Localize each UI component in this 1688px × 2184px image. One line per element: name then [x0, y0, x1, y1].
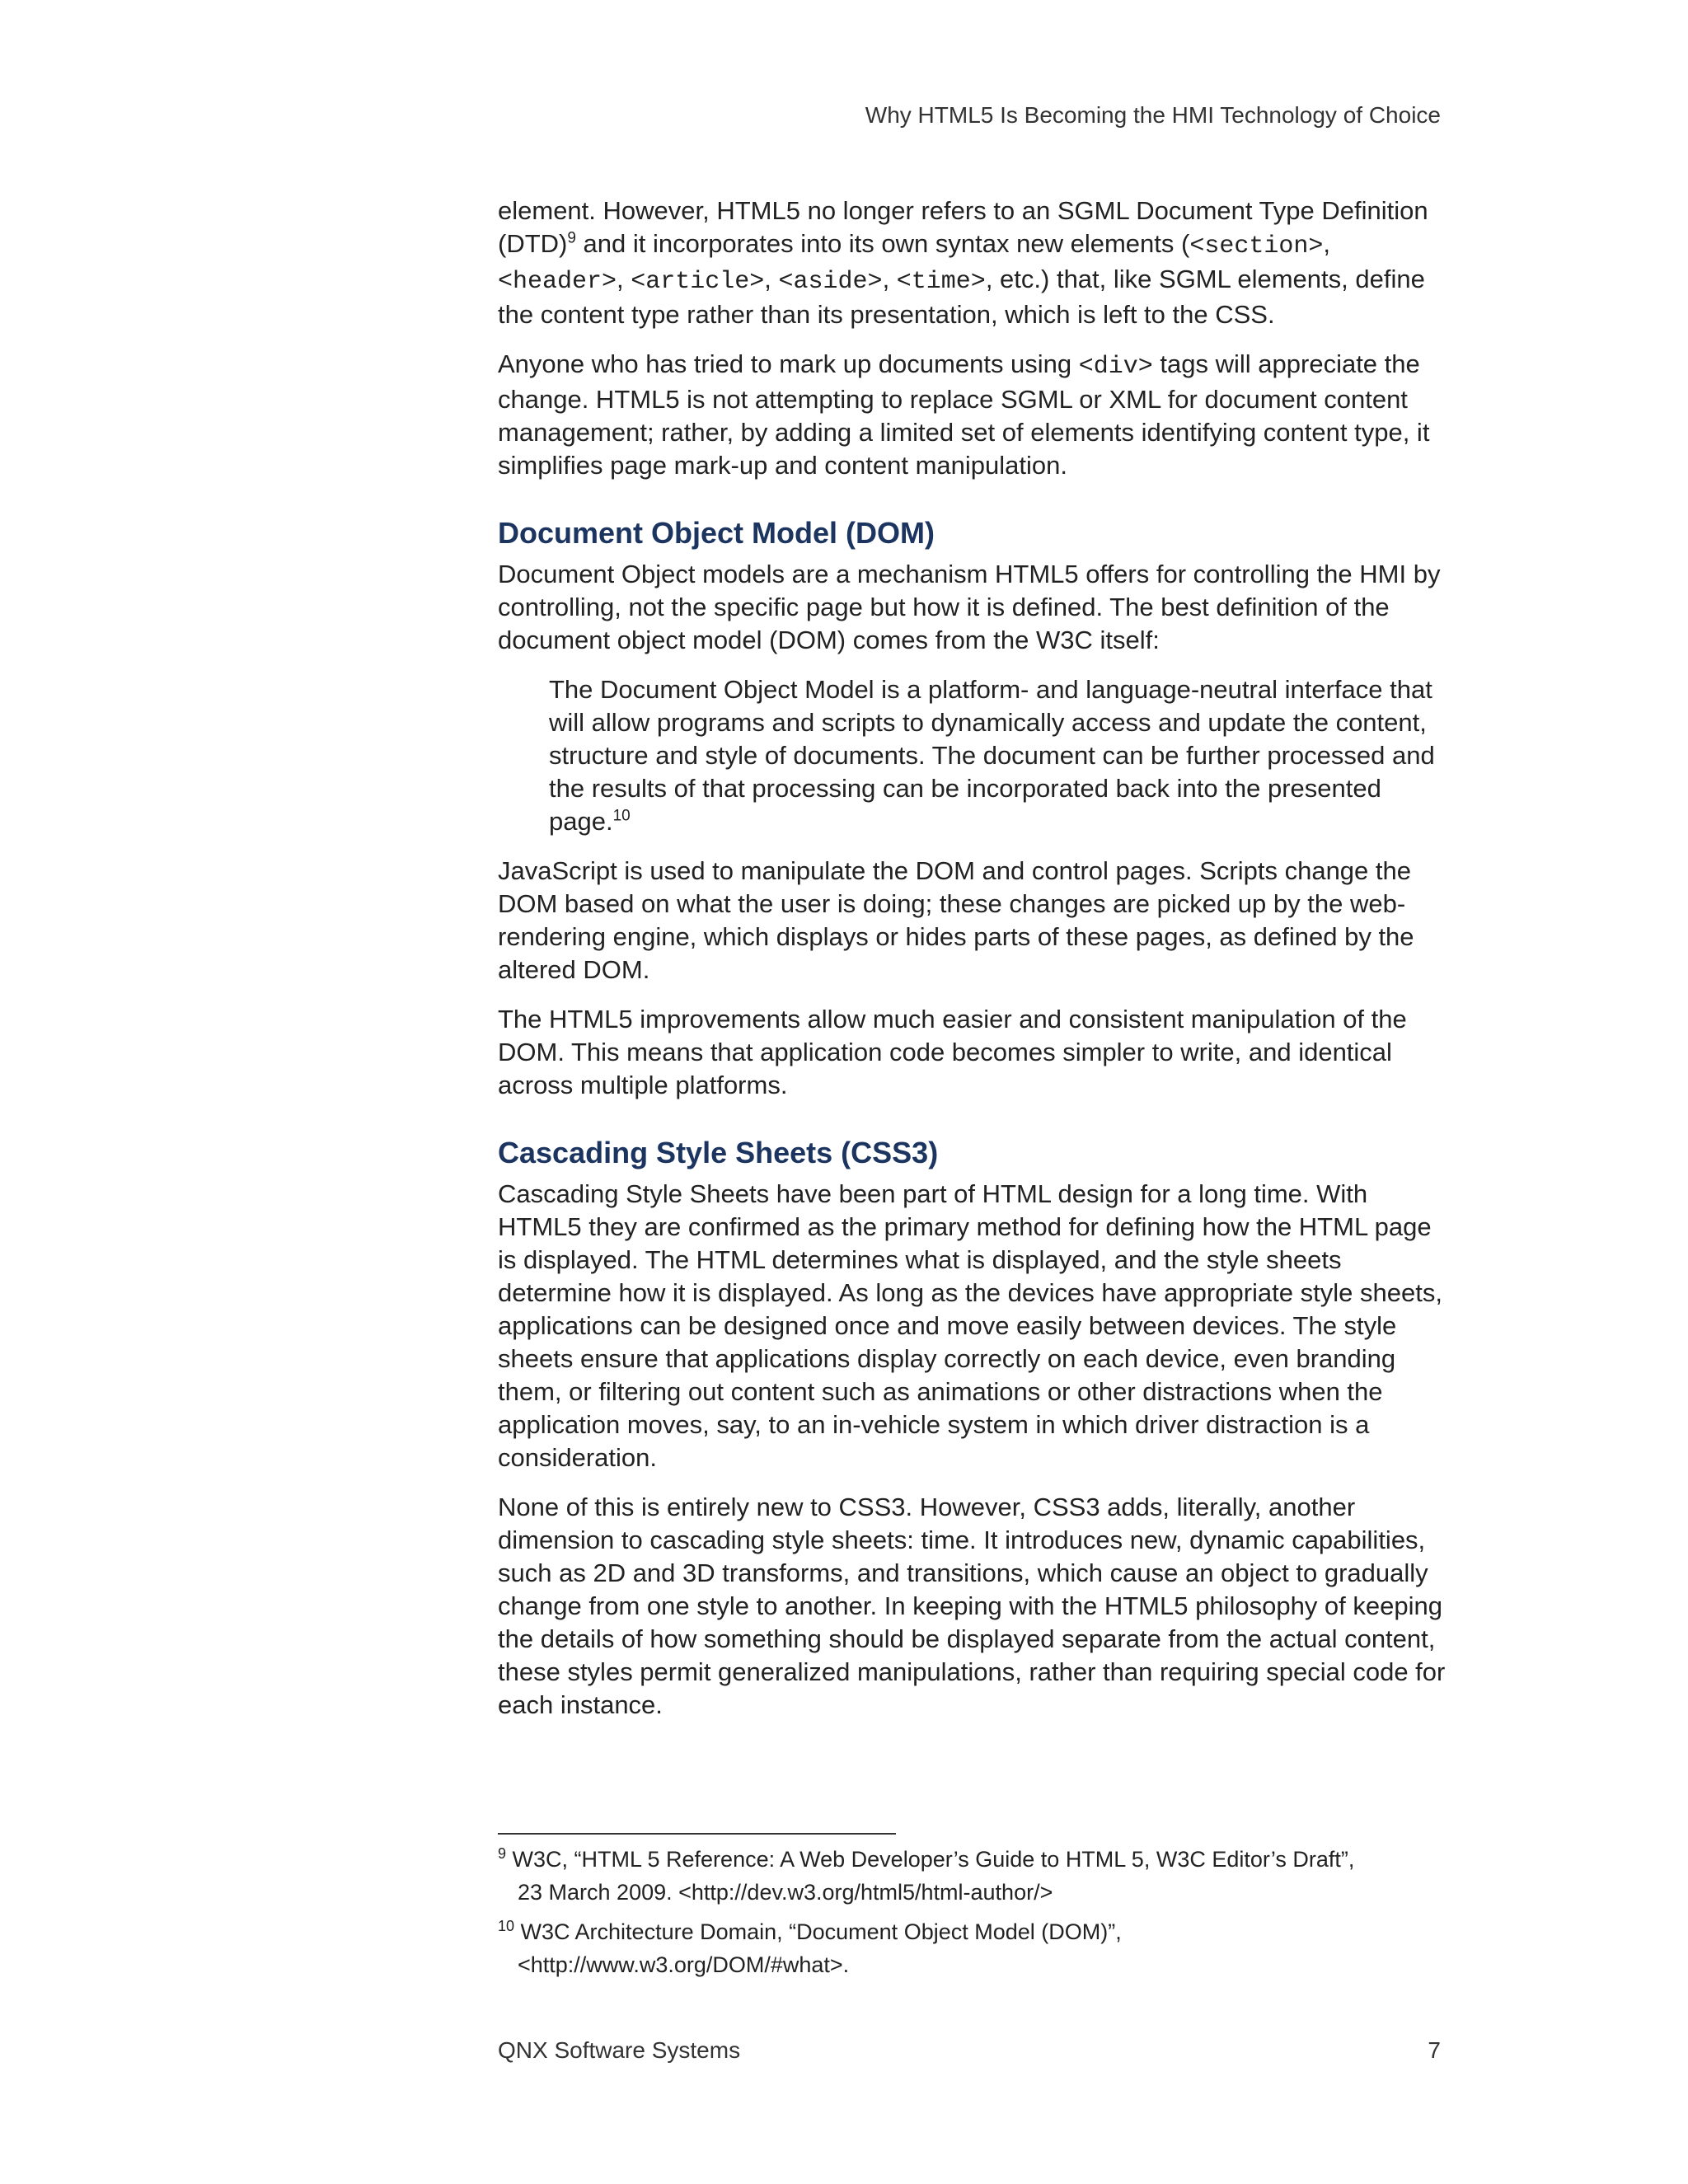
separator: , — [1323, 229, 1330, 258]
footnote-text: W3C, “HTML 5 Reference: A Web Developer’s Guide to HTML 5, W3C Editor’s Draft”, — [506, 1847, 1355, 1872]
footnote-divider — [498, 1833, 896, 1835]
footnote-text: W3C Architecture Domain, “Document Object Model (DOM)”, — [514, 1919, 1122, 1944]
code-header: <header> — [498, 268, 617, 296]
separator: , — [764, 265, 779, 293]
intro-p1-text-3: , etc.) that, like SGML elements, define the content type rather than its presentation, which is left to the CSS. — [498, 265, 1425, 329]
intro-p1-text-1: element. However, HTML5 no longer refers to an SGML Document Type Definition (DTD) — [498, 196, 1428, 258]
quote-text: The Document Object Model is a platform- and language-neutral interface that will allow programs and scripts to dynamically access and update the content, structure and style of documents. The document can be further processed and the results of that processing can be incorporated back into the presented page. — [549, 675, 1435, 836]
code-div: <div> — [1078, 353, 1153, 381]
code-aside: <aside> — [778, 268, 883, 296]
footnote-10-line-2: <http://www.w3.org/DOM/#what>. — [518, 1952, 850, 1977]
code-section: <section> — [1189, 232, 1324, 260]
dom-paragraph-2: JavaScript is used to manipulate the DOM and control pages. Scripts change the DOM based on what the user is doing; these changes are picked up by the web-rendering engine, which displays or hides parts of these pages, as defined by the altered DOM. — [498, 856, 1414, 984]
code-time: <time> — [896, 268, 986, 296]
footnote-number: 10 — [498, 1918, 515, 1934]
dom-paragraph-3: The HTML5 improvements allow much easier and consistent manipulation of the DOM. This means that application code becomes simpler to write, and identical across multiple platforms. — [498, 1005, 1407, 1099]
separator: , — [882, 265, 897, 293]
footnote-ref-9: 9 — [567, 229, 576, 247]
footer-company: QNX Software Systems — [498, 2037, 741, 2063]
w3c-quote — [549, 673, 1446, 838]
running-header: Why HTML5 Is Becoming the HMI Technology of Choice — [865, 102, 1441, 128]
intro-p1-text-2: and it incorporates into its own syntax new elements ( — [575, 229, 1190, 258]
heading-dom: Document Object Model (DOM) — [498, 516, 935, 550]
css-paragraph-1: Cascading Style Sheets have been part of HTML design for a long time. With HTML5 they are confirmed as the primary method for defining how the HTML page is displayed. The HTML determines what is displayed, and the style sheets determine how it is displayed. As long as the devices have appropriate style sheets, applications can be designed once and move easily between devices. The style sheets ensure that applications display correctly on each device, even branding them, or filtering out content such as animations or other distractions when the application moves, say, to an in-vehicle system in which driver distraction is a consideration. — [498, 1179, 1442, 1472]
css-paragraph-2: None of this is entirely new to CSS3. However, CSS3 adds, literally, another dimension to cascading style sheets: time. It introduces new, dynamic capabilities, such as 2D and 3D transforms, and transitions, which cause an object to gradually change from one style to another. In keeping with the HTML5 philosophy of keeping the details of how something should be displayed separate from the actual content, these styles permit generalized manipulations, rather than requiring special code for each instance. — [498, 1493, 1446, 1719]
footnote-9 — [498, 1843, 1446, 1909]
footnote-number: 9 — [498, 1845, 507, 1862]
main-content — [498, 194, 1446, 1738]
page-number: 7 — [1428, 2037, 1441, 2063]
footnote-10-line-1 — [498, 1915, 1446, 1948]
footnote-9-line-2: 23 March 2009. <http://dev.w3.org/html5/html-author/> — [518, 1880, 1053, 1905]
heading-css3: Cascading Style Sheets (CSS3) — [498, 1136, 939, 1169]
footnote-9-line-1 — [498, 1843, 1446, 1876]
separator: , — [617, 265, 631, 293]
footnote-10 — [498, 1915, 1446, 1981]
footnote-ref-10: 10 — [612, 807, 631, 825]
intro-paragraph-1 — [498, 194, 1446, 331]
footnotes — [498, 1843, 1446, 1988]
intro-p2-text-1: Anyone who has tried to mark up documents using — [498, 349, 1079, 378]
intro-p2-text-2: tags will appreciate the change. HTML5 is not attempting to replace SGML or XML for document content management; rather, by adding a limited set of elements identifying content type, it simplifies page mark-up and content manipulation. — [498, 349, 1430, 480]
code-article: <article> — [631, 268, 765, 296]
dom-paragraph-1: Document Object models are a mechanism HTML5 offers for controlling the HMI by controlling, not the specific page but how it is defined. The best definition of the document object model (DOM) comes from the W3C itself: — [498, 560, 1441, 654]
intro-paragraph-2 — [498, 348, 1446, 482]
